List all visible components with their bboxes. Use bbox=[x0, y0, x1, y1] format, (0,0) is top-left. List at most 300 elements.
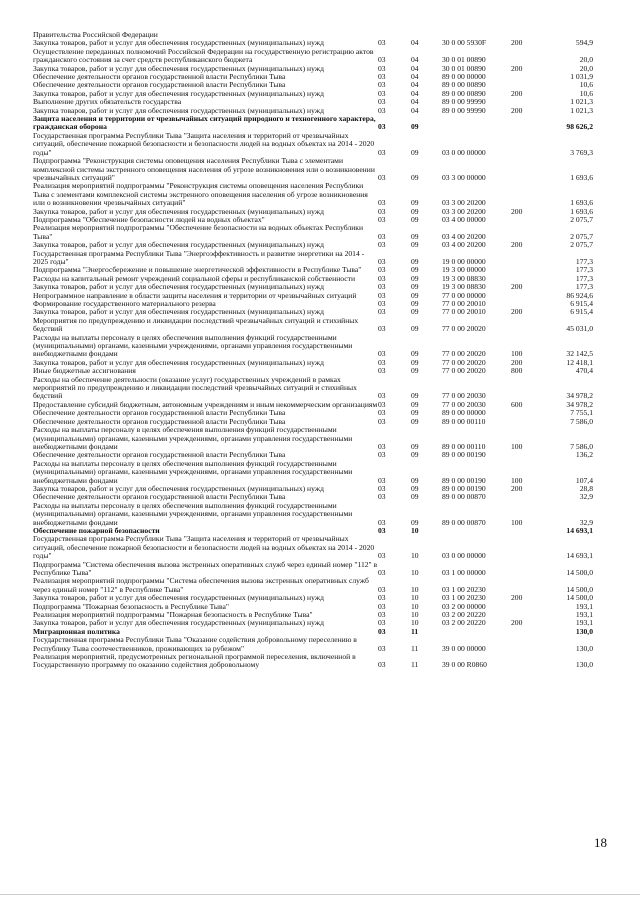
row-name: Предоставление субсидий бюджетным, автономным учреждениям и иным некоммерческим организациям bbox=[33, 400, 378, 409]
row-name: Выполнение других обязательств государства bbox=[33, 98, 182, 107]
row-expense-type: 200 bbox=[511, 283, 523, 292]
table-row bbox=[33, 216, 593, 224]
row-expense-type bbox=[511, 73, 543, 81]
row-section-code: 03 bbox=[378, 611, 386, 620]
row-name: Реализация мероприятий подпрограммы "Пожарная безопасность в Республике Тыва" bbox=[33, 611, 313, 620]
row-subsection-code: 04 bbox=[411, 98, 419, 107]
row-target-article: 03 2 00 20220 bbox=[442, 619, 486, 628]
row-subsection-code: 04 bbox=[411, 89, 419, 98]
row-expense-type: 200 bbox=[511, 39, 523, 48]
row-target-article: 89 0 00 99990 bbox=[442, 106, 486, 115]
row-name: Обеспечение деятельности органов государственной власти Республики Тыва bbox=[33, 81, 286, 90]
row-section-code: 03 bbox=[378, 441, 386, 451]
row-subsection-code: 10 bbox=[411, 611, 419, 620]
row-expense-type bbox=[511, 157, 543, 182]
row-section-code: 03 bbox=[378, 391, 386, 401]
row-amount: 32,9 bbox=[579, 517, 593, 527]
row-name: Реализация мероприятий, предусмотренных региональной программой переселения, включенной в Государственную программу по оказанию содействия добровольному bbox=[33, 653, 356, 670]
row-amount: 107,4 bbox=[575, 475, 593, 485]
row-amount: 470,4 bbox=[575, 367, 593, 376]
table-row bbox=[33, 628, 593, 636]
row-name: Государственная программа Республики Тыва "Оказание содействия добровольному переселению в Республику Тыва соотечественников, проживающих за рубежом" bbox=[33, 636, 357, 653]
row-name: Подпрограмма "Система обеспечения вызова экстренных оперативных служб через единый номер "112" в Республике Тыва" bbox=[33, 560, 378, 577]
row-subsection-code: 09 bbox=[411, 484, 419, 493]
row-expense-type: 200 bbox=[511, 619, 523, 628]
row-expense-type bbox=[511, 451, 543, 459]
row-amount: 1 693,6 bbox=[570, 172, 593, 182]
row-target-article: 89 0 00 00870 bbox=[442, 493, 486, 502]
row-target-article: 89 0 00 00890 bbox=[442, 81, 486, 90]
row-subsection-code: 09 bbox=[411, 172, 419, 182]
row-subsection-code: 09 bbox=[411, 409, 419, 418]
row-section-code: 03 bbox=[378, 475, 386, 485]
table-row bbox=[33, 359, 593, 367]
row-subsection-code: 10 bbox=[411, 602, 419, 611]
row-amount: 34 978,2 bbox=[566, 391, 593, 401]
row-amount: 14 500,0 bbox=[566, 568, 593, 577]
row-subsection-code: 09 bbox=[411, 367, 419, 376]
row-name: Закупка товаров, работ и услуг для обеспечения государственных (муниципальных) нужд bbox=[33, 64, 324, 73]
row-name: Государственная программа Республики Тыва "Защита населения и территорий от чрезвычайных ситуаций, обеспечение пожарной безопасности и безопасности людей на водных объектах на 2014 - 2020 годы" bbox=[33, 535, 375, 561]
table-row bbox=[33, 157, 593, 182]
table-row bbox=[33, 653, 593, 670]
row-name: Закупка товаров, работ и услуг для обеспечения государственных (муниципальных) нужд bbox=[33, 308, 324, 317]
row-section-code: 03 bbox=[378, 291, 386, 300]
table-row bbox=[33, 48, 593, 65]
row-target-article: 30 0 01 00890 bbox=[442, 55, 486, 65]
table-row bbox=[33, 275, 593, 283]
row-amount: 32 142,5 bbox=[566, 349, 593, 359]
table-row bbox=[33, 250, 593, 267]
table-row bbox=[33, 376, 593, 401]
row-target-article: 30 0 01 00890 bbox=[442, 64, 486, 73]
row-name: Иные бюджетные ассигнования bbox=[33, 367, 136, 376]
row-target-article: 89 0 00 00000 bbox=[442, 73, 486, 82]
row-name: Закупка товаров, работ и услуг для обеспечения государственных (муниципальных) нужд bbox=[33, 619, 324, 628]
row-subsection-code: 09 bbox=[411, 475, 419, 485]
row-section-code: 03 bbox=[378, 39, 386, 48]
table-row bbox=[33, 224, 593, 241]
row-subsection-code: 04 bbox=[411, 39, 419, 48]
row-amount: 20,0 bbox=[579, 64, 593, 73]
table-row bbox=[33, 334, 593, 359]
row-expense-type bbox=[511, 266, 543, 274]
row-amount: 1 693,6 bbox=[570, 198, 593, 208]
row-name: Закупка товаров, работ и услуг для обеспечения государственных (муниципальных) нужд bbox=[33, 594, 324, 603]
table-row bbox=[33, 182, 593, 207]
row-amount: 130,0 bbox=[575, 660, 593, 670]
row-name: Правительства Российской Федерации bbox=[33, 31, 158, 39]
row-section-code: 03 bbox=[378, 55, 386, 65]
table-row bbox=[33, 603, 593, 611]
row-name: Обеспечение деятельности органов государственной власти Республики Тыва bbox=[33, 409, 286, 418]
row-target-article: 03 1 00 20230 bbox=[442, 594, 486, 603]
row-name: Осуществление переданных полномочий Российской Федерации на государственную регистрацию актов гражданского состояния за счет средств республиканского бюджета bbox=[33, 47, 374, 65]
row-section-code: 03 bbox=[378, 98, 386, 107]
row-expense-type: 200 bbox=[511, 241, 523, 250]
row-amount: 193,1 bbox=[575, 602, 593, 611]
row-expense-type bbox=[511, 48, 543, 65]
row-subsection-code: 09 bbox=[411, 215, 419, 224]
row-name: Государственная программа Республики Тыва "Энергоэффективность и развитие энергетики на 2014 - 2025 годы" bbox=[33, 249, 365, 266]
row-target-article: 77 0 00 20020 bbox=[442, 349, 486, 359]
row-amount: 594,9 bbox=[575, 39, 593, 48]
row-amount: 7 586,0 bbox=[570, 441, 593, 451]
table-row bbox=[33, 308, 593, 316]
row-expense-type bbox=[511, 250, 543, 267]
row-section-code: 03 bbox=[378, 643, 386, 653]
row-name: Обеспечение деятельности органов государственной власти Республики Тыва bbox=[33, 451, 286, 460]
row-amount: 86 924,6 bbox=[566, 291, 593, 300]
row-subsection-code: 09 bbox=[411, 517, 419, 527]
row-subsection-code: 10 bbox=[411, 526, 419, 535]
row-section-code: 03 bbox=[378, 215, 386, 224]
row-amount: 98 626,2 bbox=[566, 122, 593, 132]
row-subsection-code: 09 bbox=[411, 324, 419, 334]
row-expense-type bbox=[511, 628, 543, 636]
row-amount: 2 075,7 bbox=[570, 231, 593, 241]
table-row bbox=[33, 418, 593, 426]
row-name: Подпрограмма "Энергосбережение и повышение энергетической эффективности в Республике Тыва" bbox=[33, 266, 362, 275]
row-expense-type bbox=[511, 493, 543, 501]
table-row bbox=[33, 577, 593, 594]
row-expense-type: 100 bbox=[511, 349, 523, 359]
row-amount: 34 978,2 bbox=[566, 400, 593, 409]
row-name: Обеспечение деятельности органов государственной власти Республики Тыва bbox=[33, 493, 286, 502]
row-name: Непрограммное направление в области защиты населения и территории от чрезвычайных ситуаций bbox=[33, 291, 357, 300]
row-expense-type: 100 bbox=[511, 475, 523, 485]
row-section-code: 03 bbox=[378, 619, 386, 628]
row-section-code: 03 bbox=[378, 122, 386, 132]
row-section-code: 03 bbox=[378, 106, 386, 115]
table-row bbox=[33, 451, 593, 459]
row-name: Подпрограмма "Пожарная безопасность в Республике Тыва" bbox=[33, 602, 229, 611]
row-section-code: 03 bbox=[378, 274, 386, 283]
row-name: Реализация мероприятий подпрограммы "Реконструкция системы оповещения населения Республики Тыва с элементами комплексной системы экстренного оповещения населения об угрозе возникновения или о возникновении чрезвычайных ситуаций" bbox=[33, 182, 368, 208]
row-subsection-code: 09 bbox=[411, 391, 419, 401]
row-subsection-code: 09 bbox=[411, 291, 419, 300]
row-target-article: 03 4 00 20200 bbox=[442, 231, 486, 241]
row-section-code: 03 bbox=[378, 400, 386, 409]
row-section-code: 03 bbox=[378, 594, 386, 603]
row-section-code: 03 bbox=[378, 73, 386, 82]
row-name: Расходы на капитальный ремонт учреждений социальной сферы и республиканской собственности bbox=[33, 274, 356, 283]
row-target-article: 77 0 00 20030 bbox=[442, 400, 486, 409]
row-name: Расходы на выплаты персоналу в целях обеспечения выполнения функций государственными (муниципальными) органами, казенными учреждениями, органами управления государственными внебюджетными фондами bbox=[33, 459, 353, 485]
row-name: Расходы на выплаты персоналу в целях обеспечения выполнения функций государственными (муниципальными) органами, казенными учреждениями, органами управления государственными внебюджетными фондами bbox=[33, 333, 353, 359]
row-section-code: 03 bbox=[378, 241, 386, 250]
row-section-code: 03 bbox=[378, 526, 386, 535]
row-section-code: 03 bbox=[378, 367, 386, 376]
row-target-article: 77 0 00 20010 bbox=[442, 308, 486, 317]
table-row bbox=[33, 367, 593, 375]
row-amount: 7 755,1 bbox=[570, 409, 593, 418]
row-expense-type bbox=[511, 561, 543, 578]
row-target-article: 89 0 00 00190 bbox=[442, 484, 486, 493]
row-subsection-code: 04 bbox=[411, 55, 419, 65]
row-amount: 177,3 bbox=[575, 274, 593, 283]
row-subsection-code: 10 bbox=[411, 584, 419, 594]
row-amount: 7 586,0 bbox=[570, 417, 593, 426]
row-subsection-code: 09 bbox=[411, 198, 419, 208]
row-name: Расходы на обеспечение деятельности (оказание услуг) государственных учреждений в рамках мероприятий по предупреждению и ликвидации последствий чрезвычайных ситуаций и стихийных бедствий bbox=[33, 375, 357, 401]
row-target-article bbox=[442, 628, 511, 636]
row-expense-type: 200 bbox=[511, 64, 523, 73]
row-name: Обеспечение пожарной безопасности bbox=[33, 526, 160, 535]
table-row bbox=[33, 292, 593, 300]
row-subsection-code: 09 bbox=[411, 147, 419, 157]
row-expense-type bbox=[511, 376, 543, 401]
row-section-code: 03 bbox=[378, 358, 386, 367]
table-row bbox=[33, 502, 593, 527]
row-target-article: 03 0 00 00000 bbox=[442, 147, 486, 157]
row-target-article: 89 0 00 00000 bbox=[442, 409, 486, 418]
row-target-article: 03 3 00 00000 bbox=[442, 172, 486, 182]
row-section-code: 03 bbox=[378, 417, 386, 426]
row-subsection-code: 09 bbox=[411, 349, 419, 359]
row-subsection-code: 04 bbox=[411, 73, 419, 82]
row-section-code: 03 bbox=[378, 484, 386, 493]
row-name: Мероприятия по предупреждению и ликвидации последствий чрезвычайных ситуаций и стихийных бедствий bbox=[33, 316, 359, 334]
row-expense-type: 800 bbox=[511, 367, 523, 376]
row-target-article: 89 0 00 00190 bbox=[442, 475, 486, 485]
row-target-article bbox=[442, 31, 511, 39]
row-expense-type: 600 bbox=[511, 400, 523, 409]
row-subsection-code: 09 bbox=[411, 283, 419, 292]
row-section-code: 03 bbox=[378, 283, 386, 292]
row-amount: 12 418,1 bbox=[566, 358, 593, 367]
row-target-article bbox=[442, 115, 511, 132]
table-row bbox=[33, 73, 593, 81]
row-amount: 10,6 bbox=[579, 89, 593, 98]
row-subsection-code: 09 bbox=[411, 451, 419, 460]
budget-table bbox=[33, 31, 593, 670]
row-expense-type bbox=[511, 611, 543, 619]
row-expense-type: 200 bbox=[511, 358, 523, 367]
table-row bbox=[33, 611, 593, 619]
table-row bbox=[33, 39, 593, 47]
row-name: Формирование государственного материального резерва bbox=[33, 300, 216, 308]
row-amount: 193,1 bbox=[575, 611, 593, 620]
row-subsection-code: 09 bbox=[411, 274, 419, 283]
row-subsection-code: 09 bbox=[411, 241, 419, 250]
row-expense-type bbox=[511, 224, 543, 241]
row-amount: 130,0 bbox=[575, 643, 593, 653]
row-target-article: 03 2 00 20220 bbox=[442, 611, 486, 620]
row-target-article: 77 0 00 20010 bbox=[442, 300, 486, 308]
row-target-article: 77 0 00 20020 bbox=[442, 358, 486, 367]
row-subsection-code: 09 bbox=[411, 231, 419, 241]
row-name: Закупка товаров, работ и услуг для обеспечения государственных (муниципальных) нужд bbox=[33, 39, 324, 48]
row-target-article: 77 0 00 20020 bbox=[442, 367, 486, 376]
row-target-article: 19 0 00 00000 bbox=[442, 256, 486, 266]
row-subsection-code: 09 bbox=[411, 256, 419, 266]
row-subsection-code: 09 bbox=[411, 493, 419, 502]
row-expense-type bbox=[511, 577, 543, 594]
row-amount: 6 915,4 bbox=[570, 300, 593, 308]
row-expense-type: 200 bbox=[511, 207, 523, 216]
row-subsection-code: 09 bbox=[411, 207, 419, 216]
row-expense-type: 200 bbox=[511, 106, 523, 115]
budget-table-body bbox=[33, 31, 593, 670]
row-target-article: 77 0 00 20030 bbox=[442, 391, 486, 401]
row-section-code: 03 bbox=[378, 89, 386, 98]
row-target-article: 89 0 00 99990 bbox=[442, 98, 486, 107]
row-subsection-code: 10 bbox=[411, 619, 419, 628]
row-amount: 1 021,3 bbox=[570, 98, 593, 107]
table-row bbox=[33, 594, 593, 602]
row-target-article: 89 0 00 00870 bbox=[442, 517, 486, 527]
row-amount: 20,0 bbox=[579, 55, 593, 65]
row-name: Защита населения и территории от чрезвычайных ситуаций природного и техногенного характера, гражданская оборона bbox=[33, 115, 376, 132]
row-name: Подпрограмма "Обеспечение безопасности людей на водных объектах" bbox=[33, 215, 265, 224]
row-amount: 1 693,6 bbox=[570, 207, 593, 216]
row-section-code: 03 bbox=[378, 349, 386, 359]
row-expense-type: 100 bbox=[511, 441, 523, 451]
row-expense-type bbox=[511, 292, 543, 300]
row-subsection-code: 09 bbox=[411, 308, 419, 317]
row-expense-type bbox=[511, 636, 543, 653]
row-target-article: 19 3 00 00000 bbox=[442, 266, 486, 275]
row-amount: 1 021,3 bbox=[570, 106, 593, 115]
row-subsection-code: 04 bbox=[411, 81, 419, 90]
row-amount: 2 075,7 bbox=[570, 215, 593, 224]
row-target-article: 89 0 00 00110 bbox=[442, 417, 486, 426]
row-amount: 1 031,9 bbox=[570, 73, 593, 82]
row-target-article: 03 4 00 00000 bbox=[442, 215, 486, 224]
table-row bbox=[33, 561, 593, 578]
row-target-article: 03 1 00 00000 bbox=[442, 568, 486, 577]
row-target-article: 77 0 00 20020 bbox=[442, 324, 486, 334]
table-row bbox=[33, 300, 593, 308]
table-row bbox=[33, 460, 593, 485]
row-section-code: 03 bbox=[378, 64, 386, 73]
row-section-code: 03 bbox=[378, 81, 386, 90]
table-row bbox=[33, 401, 593, 409]
row-expense-type bbox=[511, 418, 543, 426]
row-amount: 2 075,7 bbox=[570, 241, 593, 250]
table-row bbox=[33, 241, 593, 249]
row-subsection-code: 09 bbox=[411, 122, 419, 132]
row-amount: 14 693,1 bbox=[566, 551, 593, 561]
row-expense-type bbox=[511, 653, 543, 670]
row-target-article: 19 3 00 08830 bbox=[442, 283, 486, 292]
row-name: Закупка товаров, работ и услуг для обеспечения государственных (муниципальных) нужд bbox=[33, 484, 324, 493]
bottom-rule bbox=[0, 894, 640, 895]
table-row bbox=[33, 31, 593, 39]
row-target-article bbox=[442, 527, 511, 535]
table-row bbox=[33, 107, 593, 115]
row-subsection-code: 09 bbox=[411, 358, 419, 367]
row-expense-type bbox=[511, 535, 543, 560]
row-expense-type bbox=[511, 182, 543, 207]
row-subsection-code: 09 bbox=[411, 441, 419, 451]
row-expense-type: 200 bbox=[511, 484, 523, 493]
table-row bbox=[33, 409, 593, 417]
table-row bbox=[33, 65, 593, 73]
row-expense-type bbox=[511, 98, 543, 106]
table-row bbox=[33, 132, 593, 157]
row-target-article: 03 3 00 20200 bbox=[442, 198, 486, 208]
row-section-code: 03 bbox=[378, 660, 386, 670]
row-section-code: 03 bbox=[378, 602, 386, 611]
row-subsection-code: 10 bbox=[411, 551, 419, 561]
row-expense-type: 100 bbox=[511, 517, 523, 527]
row-expense-type bbox=[511, 409, 543, 417]
row-subsection-code bbox=[411, 31, 442, 39]
row-expense-type bbox=[511, 603, 543, 611]
row-section-code: 03 bbox=[378, 568, 386, 577]
row-amount bbox=[543, 31, 593, 39]
row-expense-type bbox=[511, 31, 543, 39]
row-name: Закупка товаров, работ и услуг для обеспечения государственных (муниципальных) нужд bbox=[33, 207, 324, 216]
row-section-code: 03 bbox=[378, 451, 386, 460]
row-amount: 130,0 bbox=[575, 627, 593, 636]
row-subsection-code: 10 bbox=[411, 568, 419, 577]
row-subsection-code: 09 bbox=[411, 300, 419, 308]
row-expense-type: 200 bbox=[511, 308, 523, 317]
row-target-article: 19 3 00 08830 bbox=[442, 274, 486, 283]
row-target-article: 89 0 00 00190 bbox=[442, 451, 486, 460]
row-name: Обеспечение деятельности органов государственной власти Республики Тыва bbox=[33, 417, 286, 426]
row-target-article: 77 0 00 00000 bbox=[442, 291, 486, 300]
page-number: 18 bbox=[594, 835, 607, 850]
row-name: Государственная программа Республики Тыва "Защита населения и территорий от чрезвычайных ситуаций, обеспечение пожарной безопасности и безопасности людей на водных объектах на 2014 - 2020 годы" bbox=[33, 131, 375, 157]
row-section-code: 03 bbox=[378, 300, 386, 308]
table-row bbox=[33, 115, 593, 132]
row-section-code: 03 bbox=[378, 324, 386, 334]
table-row bbox=[33, 619, 593, 627]
row-target-article: 39 0 00 R0860 bbox=[442, 660, 487, 670]
table-row bbox=[33, 90, 593, 98]
row-section-code: 03 bbox=[378, 409, 386, 418]
table-row bbox=[33, 81, 593, 89]
row-section-code: 03 bbox=[378, 266, 386, 275]
row-target-article: 03 1 00 20230 bbox=[442, 584, 486, 594]
row-target-article: 39 0 00 00000 bbox=[442, 643, 486, 653]
row-amount: 14 500,0 bbox=[566, 584, 593, 594]
table-row bbox=[33, 98, 593, 106]
row-expense-type bbox=[511, 216, 543, 224]
row-subsection-code: 11 bbox=[411, 627, 419, 636]
row-name: Обеспечение деятельности органов государственной власти Республики Тыва bbox=[33, 73, 286, 82]
row-expense-type bbox=[511, 317, 543, 334]
row-section-code: 03 bbox=[378, 256, 386, 266]
row-expense-type bbox=[511, 115, 543, 132]
table-row bbox=[33, 283, 593, 291]
row-amount: 32,9 bbox=[579, 493, 593, 502]
row-name: Подпрограмма "Реконструкция системы оповещения населения Республики Тыва с элементами комплексной системы экстренного оповещения населения об угрозе возникновения или о возникновении чрезвычайных ситуаций" bbox=[33, 157, 375, 182]
row-name: Закупка товаров, работ и услуг для обеспечения государственных (муниципальных) нужд bbox=[33, 358, 324, 367]
row-target-article: 03 3 00 20200 bbox=[442, 207, 486, 216]
row-subsection-code: 09 bbox=[411, 266, 419, 275]
row-expense-type: 200 bbox=[511, 89, 523, 98]
row-subsection-code: 11 bbox=[411, 660, 419, 670]
row-expense-type bbox=[511, 300, 543, 308]
table-row bbox=[33, 208, 593, 216]
row-name: Закупка товаров, работ и услуг для обеспечения государственных (муниципальных) нужд bbox=[33, 241, 324, 250]
row-subsection-code: 10 bbox=[411, 594, 419, 603]
row-section-code: 03 bbox=[378, 551, 386, 561]
row-subsection-code: 04 bbox=[411, 106, 419, 115]
row-section-code: 03 bbox=[378, 627, 386, 636]
row-section-code: 03 bbox=[378, 172, 386, 182]
row-expense-type bbox=[511, 81, 543, 89]
row-expense-type: 200 bbox=[511, 594, 523, 603]
row-target-article: 03 0 00 00000 bbox=[442, 551, 486, 561]
row-amount: 6 915,4 bbox=[570, 308, 593, 317]
row-subsection-code: 09 bbox=[411, 417, 419, 426]
